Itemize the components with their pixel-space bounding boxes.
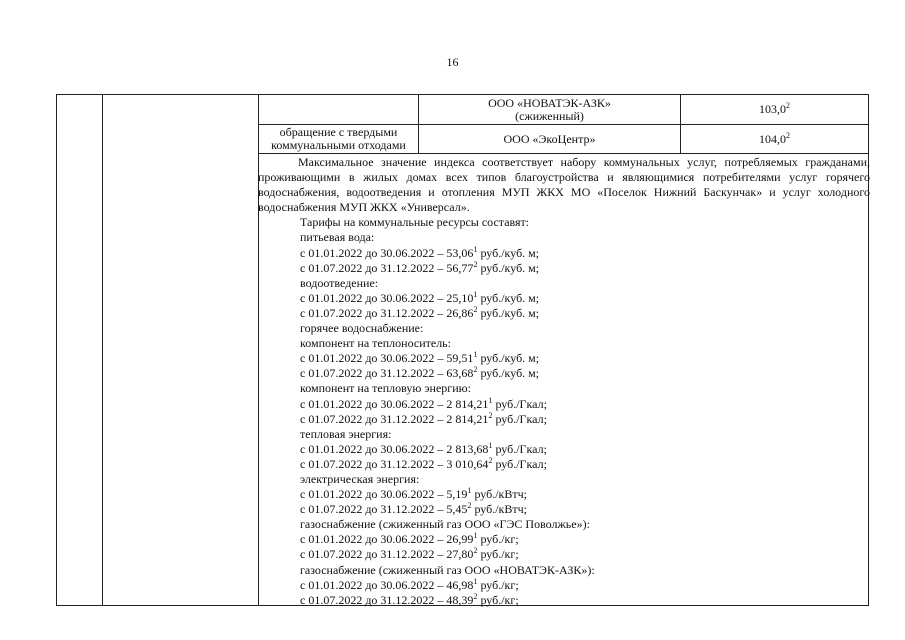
service-cell: обращение с твердыми коммунальными отходами [271,125,406,152]
company-cell: ООО «ЭкоЦентр» [503,132,596,146]
tariff-line: газоснабжение (сжиженный газ ООО «ГЭС Поволжье»): [300,517,590,532]
tariff-line: компонент на теплоноситель: [300,336,451,351]
tariff-line: с 01.07.2022 до 31.12.2022 – 2 814,21$^2$ руб./Гкал; [300,410,547,426]
tariff-line: тепловая энергия: [300,426,392,441]
tariff-line: с 01.01.2022 до 30.06.2022 – 53,06$^1$ руб./куб. м; [300,244,540,260]
tariff-description [258,155,870,608]
col-divider [56,94,57,606]
tariff-line: водоотведение: [300,275,379,290]
tariff-line: с 01.01.2022 до 30.06.2022 – 2 814,21$^1$ руб./Гкал; [300,395,547,411]
tariff-line: с 01.07.2022 до 31.12.2022 – 3 010,64$^2$ руб./Гкал; [300,455,547,471]
tariff-line: с 01.01.2022 до 30.06.2022 – 46,98$^1$ руб./кг; [300,576,519,592]
tariff-line: с 01.07.2022 до 31.12.2022 – 27,80$^2$ руб./кг; [300,546,519,562]
company-cell: ООО «НОВАТЭК-АЗК» (сжиженный) [488,96,611,123]
tariff-line: с 01.01.2022 до 30.06.2022 – 5,19$^1$ руб./кВтч; [300,486,528,502]
col-divider [102,94,103,606]
index-paragraph: Максимальное значение индекса соответствует набору коммунальных услуг, потребляемых гражданами, проживающими в жилых домах всех типов благоустройства и являющимися потребителями услуг горячего водоснабжения, водоотведения и отопления МУП ЖКХ МО «Поселок Нижний Баскунчак» и услуг холодного водоснабжения МУП ЖКХ «Универсал». [258,155,870,215]
tariff-line: с 01.01.2022 до 30.06.2022 – 59,51$^1$ руб./куб. м; [300,350,540,366]
table-top-border [56,94,869,95]
tariff-line: с 01.07.2022 до 31.12.2022 – 26,86$^2$ руб./куб. м; [300,304,540,320]
tariff-line: питьевая вода: [300,230,375,245]
tariff-list [258,215,870,607]
tariff-line: горячее водоснабжение: [300,321,424,336]
tariff-line: с 01.01.2022 до 30.06.2022 – 26,99$^1$ руб./кг; [300,531,519,547]
tariff-line: с 01.07.2022 до 31.12.2022 – 56,77$^2$ руб./куб. м; [300,259,540,275]
row-divider [258,153,869,154]
index-value: 104,0$^2$ [759,131,790,146]
index-value: 103,0$^2$ [759,101,790,116]
tariff-line: с 01.01.2022 до 30.06.2022 – 25,10$^1$ руб./куб. м; [300,289,540,305]
tariff-line: с 01.07.2022 до 31.12.2022 – 63,68$^2$ руб./куб. м; [300,365,540,381]
tariff-line: электрическая энергия: [300,471,420,486]
tariff-line: Тарифы на коммунальные ресурсы составят: [300,215,530,230]
tariff-line: газоснабжение (сжиженный газ ООО «НОВАТЭК-АЗК»): [300,562,595,577]
tariff-line: с 01.01.2022 до 30.06.2022 – 2 813,68$^1$ руб./Гкал; [300,440,547,456]
page-number: 16 [446,55,459,69]
tariff-line: с 01.07.2022 до 31.12.2022 – 48,39$^2$ руб./кг; [300,591,519,607]
tariff-line: компонент на тепловую энергию: [300,381,471,396]
tariff-line: с 01.07.2022 до 31.12.2022 – 5,45$^2$ руб./кВтч; [300,501,528,517]
